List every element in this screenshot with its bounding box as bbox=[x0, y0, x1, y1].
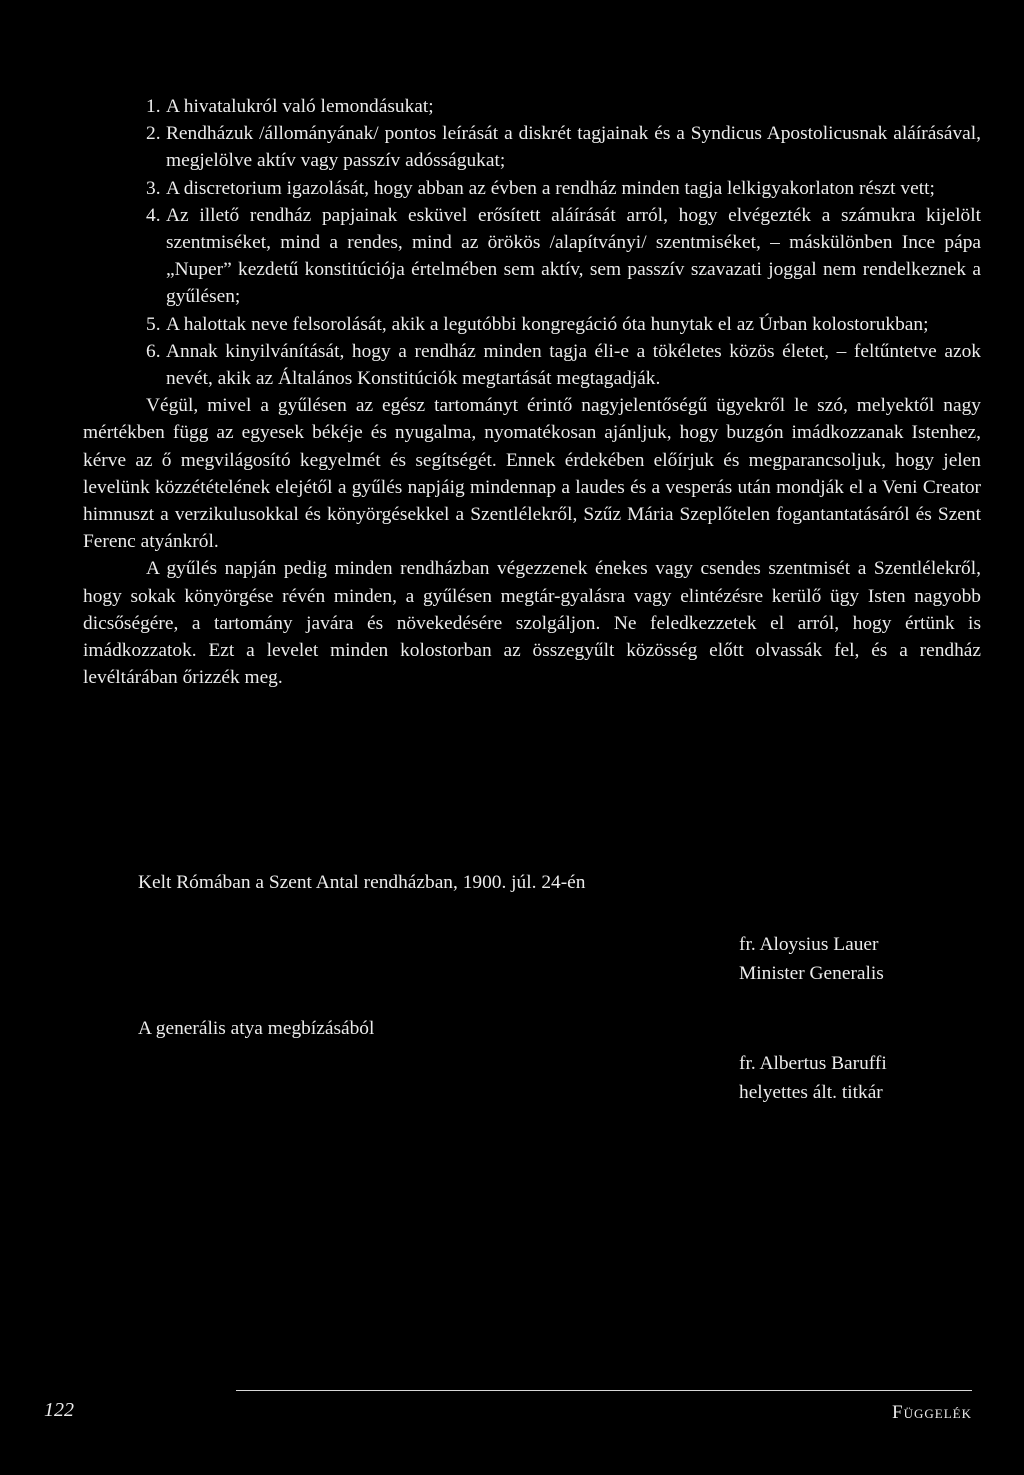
page-number: 122 bbox=[44, 1399, 74, 1421]
footer-divider bbox=[236, 1390, 972, 1391]
list-item-number: 2. bbox=[146, 123, 161, 145]
list-item-text: Annak kinyilvánítását, hogy a rendház minden tagja éli-e a tökéletes közös életet, – feltűntetve azok nevét, akik az Általános Konstitúciók megtartását megtagadják. bbox=[166, 340, 981, 390]
signatory-name: fr. Aloysius Lauer bbox=[739, 934, 879, 955]
list-item-text: A discretorium igazolását, hogy abban az évben a rendház minden tagja lelkigyakorlaton részt vett; bbox=[166, 177, 935, 199]
paragraph-prayer-instructions: Végül, mivel a gyűlésen az egész tartományt érintő nagyjelentőségű ügyekről le szó, melyektől nagy mértékben függ az egyesek békéje és nyugalma, nyomatékosan ajánljuk, hogy buzgón imádkozzanak Istenhez, kérve az ő megvilágosító kegyelmét és segítségét. Ennek érdekében előírjuk és megparancsoljuk, hogy jelen levelünk közzétételének elejétől a gyűlés napjáig mindennap a laudes és a vesperás után mondják el a Veni Creator himnuszt a verzikulusokkal és könyörgésekkel a Szentlélekről, Szűz Mária Szeplőtelen fogantantatásáról és Szent Ferenc atyánkról. bbox=[83, 395, 981, 553]
list-item-number: 1. bbox=[146, 96, 161, 117]
list-item-text: Rendházuk /állományának/ pontos leírását a diskrét tagjainak és a Syndicus Apostolicusnak aláírásával, megjelölve aktív vagy passzív adósságukat; bbox=[166, 123, 981, 172]
signature-block-secretary bbox=[739, 1049, 887, 1107]
list-item bbox=[83, 338, 981, 392]
list-item-number: 6. bbox=[146, 340, 161, 362]
list-item-number: 3. bbox=[146, 177, 161, 199]
list-item bbox=[83, 93, 981, 120]
signatory-title: helyettes ált. titkár bbox=[739, 1082, 883, 1103]
list-item-number: 5. bbox=[146, 313, 161, 335]
signatory-name: fr. Albertus Baruffi bbox=[739, 1053, 887, 1074]
letter-body bbox=[83, 93, 981, 691]
signature-block-general bbox=[739, 930, 884, 988]
list-item-number: 4. bbox=[146, 204, 161, 226]
requirements-list bbox=[83, 93, 981, 392]
paragraph-mass-instructions: A gyűlés napján pedig minden rendházban végezzenek énekes vagy csendes szentmisét a Szentlélekről, hogy sokak könyörgése révén minden, a gyűlésen megtár-gyalásra vagy elintézésre kerülő ügy Isten nagyobb dicsőségére, a tartomány javára és növekedésére szolgáljon. Ne feledkezzetek el arról, hogy értünk is imádkozzatok. Ezt a levelet minden kolostorban az összegyűlt közösség előtt olvassák fel, és a rendház levéltárában őrizzék meg. bbox=[83, 558, 981, 689]
list-item bbox=[83, 202, 981, 311]
signatory-title: Minister Generalis bbox=[739, 963, 884, 984]
list-item bbox=[83, 311, 981, 338]
list-item bbox=[83, 120, 981, 174]
mandate-line: A generális atya megbízásából bbox=[138, 1018, 375, 1039]
list-item-text: A hivatalukról való lemondásukat; bbox=[166, 96, 434, 117]
list-item-text: Az illető rendház papjainak esküvel erősített aláírását arról, hogy elvégezték a számukra kijelölt szentmiséket, mind a rendes, mind az örökös /alapítványi/ szentmiséket, – máskülönben Ince pápa „Nuper” kezdetű konstitúciója értelmében sem aktív, sem passzív szavazati joggal nem rendelkeznek a gyűlésen; bbox=[166, 204, 981, 308]
date-line: Kelt Rómában a Szent Antal rendházban, 1900. júl. 24-én bbox=[138, 872, 586, 893]
running-head: Függelék bbox=[892, 1402, 972, 1423]
list-item bbox=[83, 175, 981, 202]
list-item-text: A halottak neve felsorolását, akik a legutóbbi kongregáció óta hunytak el az Úrban kolostorukban; bbox=[166, 313, 929, 335]
